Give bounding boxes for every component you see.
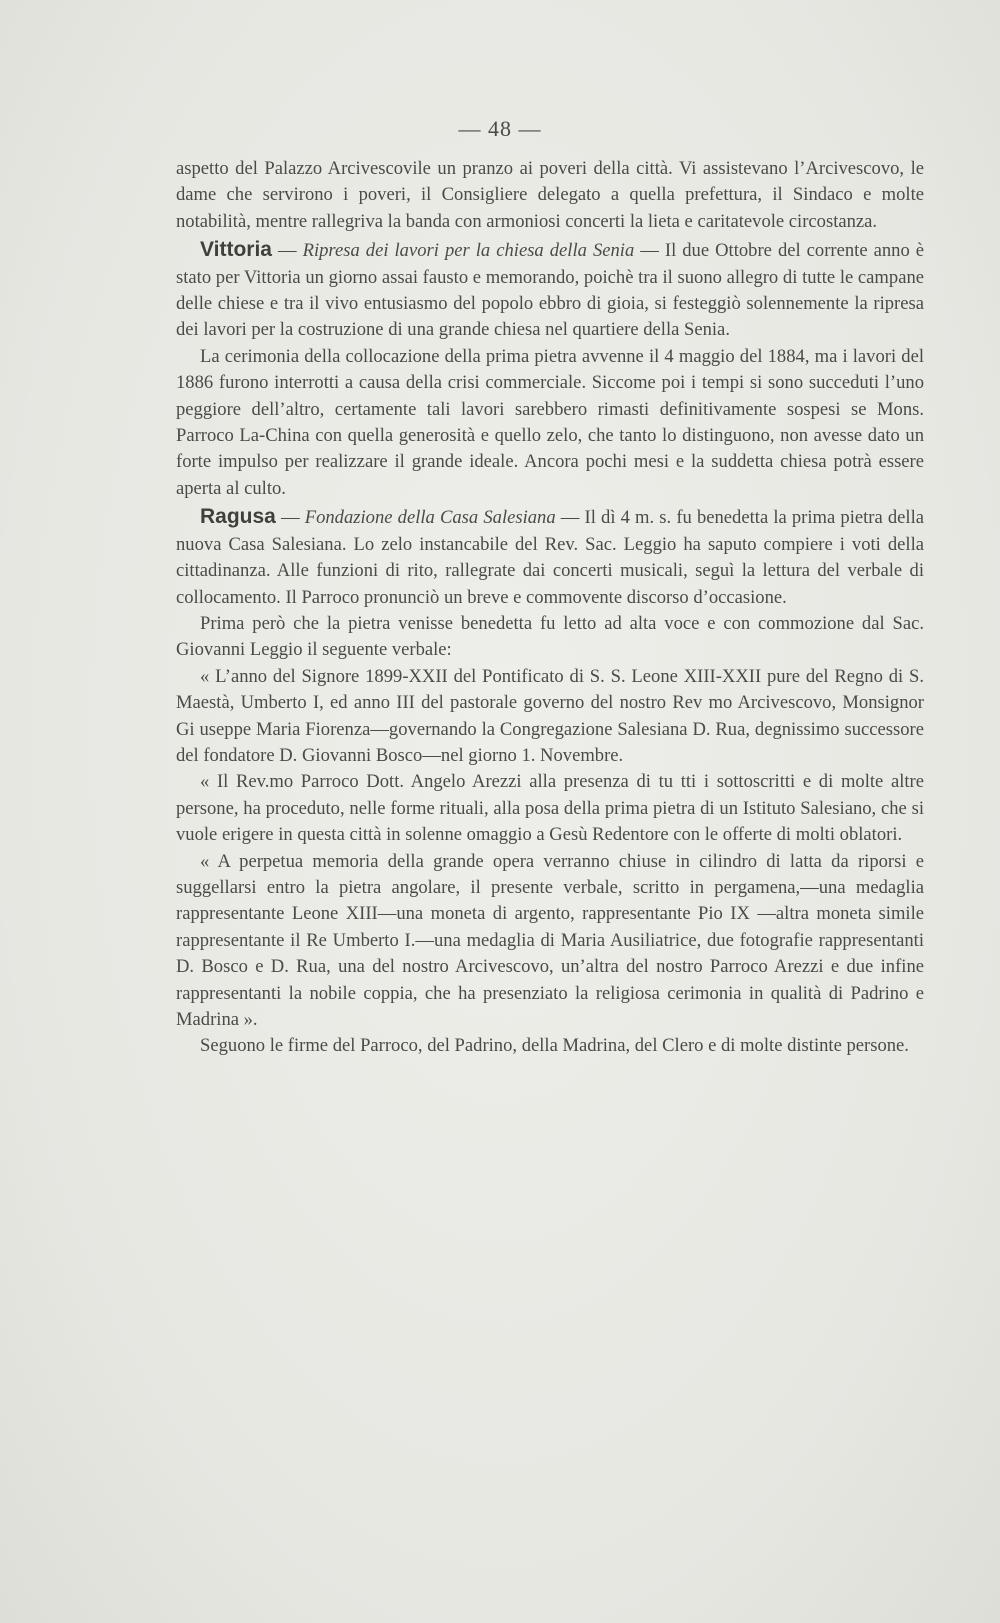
- paragraph-verbale-2: « Il Rev.mo Parroco Dott. Angelo Arezzi alla presenza di tu tti i sottoscritti e di molte altre persone, ha proceduto, nelle forme rituali, alla posa della prima pietra di un Istituto Salesiano, che si vuole erigere in questa città in solenne omaggio a Gesù Redentore con le offerte di molti oblatori.: [176, 771, 924, 846]
- dash: —: [634, 240, 665, 262]
- section-text-vittoria: Il due Ottobre del corrente anno è stato per Vittoria un giorno assai fausto e memorando, poichè tra il suono allegro di tutte le campane delle chiese e tra il vivo entusiasmo del popolo ebbro di gioia, si festeggiò solennemente la ripresa dei lavori per la costruzione di una grande chiesa nel quartiere della Senia.: [176, 240, 925, 341]
- dash: —: [271, 240, 303, 262]
- paragraph-intro: aspetto del Palazzo Arcivescovile un pranzo ai poveri della città. Vi assistevano l’Arcivescovo, le dame che servirono i poveri, il Consigliere delegato a quella prefettura, il Sindaco e molte notabilità, mentre rallegriva la banda con armoniosi concerti la lieta e caritatevole circostanza.: [176, 158, 924, 232]
- section-vittoria: [176, 237, 924, 344]
- section-title-ragusa: Fondazione della Casa Salesiana: [304, 507, 556, 529]
- section-ragusa: [176, 504, 924, 611]
- paragraph-verbale-3: « A perpetua memoria della grande opera verranno chiuse in cilindro di latta da riporsi e suggellarsi entro la pietra angolare, il presente verbale, scritto in pergamena,—una medaglia rappresentante Leone XIII—una moneta di argento, rappresentante Pio IX —altra moneta simile rappresentante il Re Umberto I.—una medaglia di Maria Ausiliatrice, due fotografie rappresentanti D. Bosco e D. Rua, una del nostro Arcivescovo, un’altra del nostro Parroco Arezzi e due infine rappresentanti la nobile coppia, che ha presenziato la religiosa cerimonia in qualità di Padrino e Madrina ».: [176, 850, 924, 1030]
- section-title-vittoria: Ripresa dei lavori per la chiesa della Senia: [302, 240, 635, 262]
- page-number: — 48 —: [458, 116, 542, 141]
- dash: —: [555, 507, 585, 529]
- paragraph-verbale-intro: Prima però che la pietra venisse benedetta fu letto ad alta voce e con commozione dal Sac. Giovanni Leggio il seguente verbale:: [176, 612, 924, 661]
- page-body: [176, 156, 924, 1060]
- section-text-ragusa: Il dì 4 m. s. fu benedetta la prima pietra della nuova Casa Salesiana. Lo zelo instancabile del Rev. Sac. Leggio ha saputo compiere i voti della cittadinanza. Alle funzioni di rito, rallegrate dai concerti musicali, seguì la lettura del verbale di collocamento. Il Parroco pronunciò un breve e commovente discorso d’occasione.: [176, 507, 924, 608]
- dash: —: [275, 507, 305, 529]
- paragraph-cerimonia: La cerimonia della collocazione della prima pietra avvenne il 4 maggio del 1884, ma i lavori del 1886 furono interrotti a causa della crisi commerciale. Siccome poi i tempi si sono succeduti l’uno peggiore dell’altro, certamente tali lavori sarebbero rimasti definitivamente sospesi se Mons. Parroco La-China con quella generosità e quello zelo, che tanto lo distinguono, non avesse dato un forte impulso per realizzare il grande ideale. Ancora pochi mesi e la suddetta chiesa potrà essere aperta al culto.: [176, 345, 924, 499]
- paragraph-verbale-1: « L’anno del Signore 1899-XXII del Pontificato di S. S. Leone XIII-XXII pure del Regno di S. Maestà, Umberto I, ed anno III del pastorale governo del nostro Rev mo Arcivescovo, Monsignor Gi useppe Maria Fiorenza—governando la Congregazione Salesiana D. Rua, degnissimo successore del fondatore D. Giovanni Bosco—nel giorno 1. Novembre.: [176, 665, 924, 766]
- paragraph-firme: Seguono le firme del Parroco, del Padrino, della Madrina, del Clero e di molte distinte persone.: [200, 1035, 909, 1057]
- section-place-vittoria: Vittoria: [200, 238, 272, 262]
- section-place-ragusa: Ragusa: [200, 505, 276, 529]
